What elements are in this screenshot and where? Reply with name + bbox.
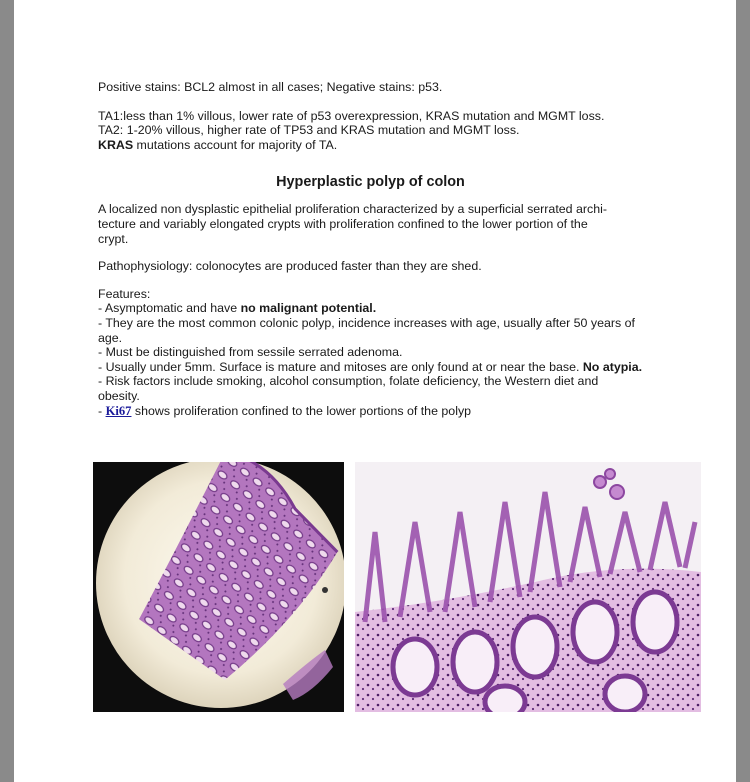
feature-4-bold: No atypia. xyxy=(582,359,643,374)
high-power-micrograph xyxy=(355,462,701,712)
feature-4 xyxy=(98,360,643,375)
histology-image-low-power xyxy=(93,462,344,712)
kras-bold: KRAS xyxy=(98,137,134,152)
features-heading: Features: xyxy=(98,286,151,301)
feature-6-prefix: - xyxy=(98,403,106,418)
pathophysiology-paragraph: Pathophysiology: colonocytes are produced faster than they are shed. xyxy=(98,259,482,274)
feature-1-text: - Asymptomatic and have xyxy=(98,301,241,316)
ta2-line: TA2: 1-20% villous, higher rate of TP53 and KRAS mutation and MGMT loss. xyxy=(98,123,520,138)
low-power-micrograph xyxy=(93,462,344,712)
stains-paragraph: Positive stains: BCL2 almost in all cases; Negative stains: p53. xyxy=(98,80,443,94)
definition-line-2: tecture and variably elongated crypts with proliferation confined to the lower portion of the xyxy=(98,216,588,231)
document-page xyxy=(14,0,736,782)
feature-5: - Risk factors include smoking, alcohol consumption, folate deficiency, the Western diet and obesity. xyxy=(98,374,599,403)
feature-3: - Must be distinguished from sessile serrated adenoma. xyxy=(98,345,403,360)
kras-line xyxy=(98,138,643,153)
histology-image-high-power xyxy=(355,462,701,712)
feature-1-bold: no malignant potential. xyxy=(240,301,377,316)
feature-6 xyxy=(98,404,643,419)
document-body xyxy=(98,80,643,418)
definition-line-1: A localized non dysplastic epithelial proliferation characterized by a superficial serrated archi- xyxy=(98,202,607,217)
feature-1 xyxy=(98,301,643,316)
ki67-link[interactable]: Ki67 xyxy=(105,403,132,418)
ta1-line: TA1:less than 1% villous, lower rate of p53 overexpression, KRAS mutation and MGMT loss. xyxy=(98,108,605,123)
feature-2: - They are the most common colonic polyp, incidence increases with age, usually after 50 years of age. xyxy=(98,315,635,345)
feature-4-text: - Usually under 5mm. Surface is mature and mitoses are only found at or near the base. xyxy=(98,359,583,374)
section-title: Hyperplastic polyp of colon xyxy=(276,174,465,191)
kras-rest: mutations account for majority of TA. xyxy=(133,137,338,152)
definition-line-3: crypt. xyxy=(98,231,129,246)
feature-6-text: shows proliferation confined to the lower portions of the polyp xyxy=(131,403,472,418)
definition-paragraph xyxy=(98,202,643,246)
